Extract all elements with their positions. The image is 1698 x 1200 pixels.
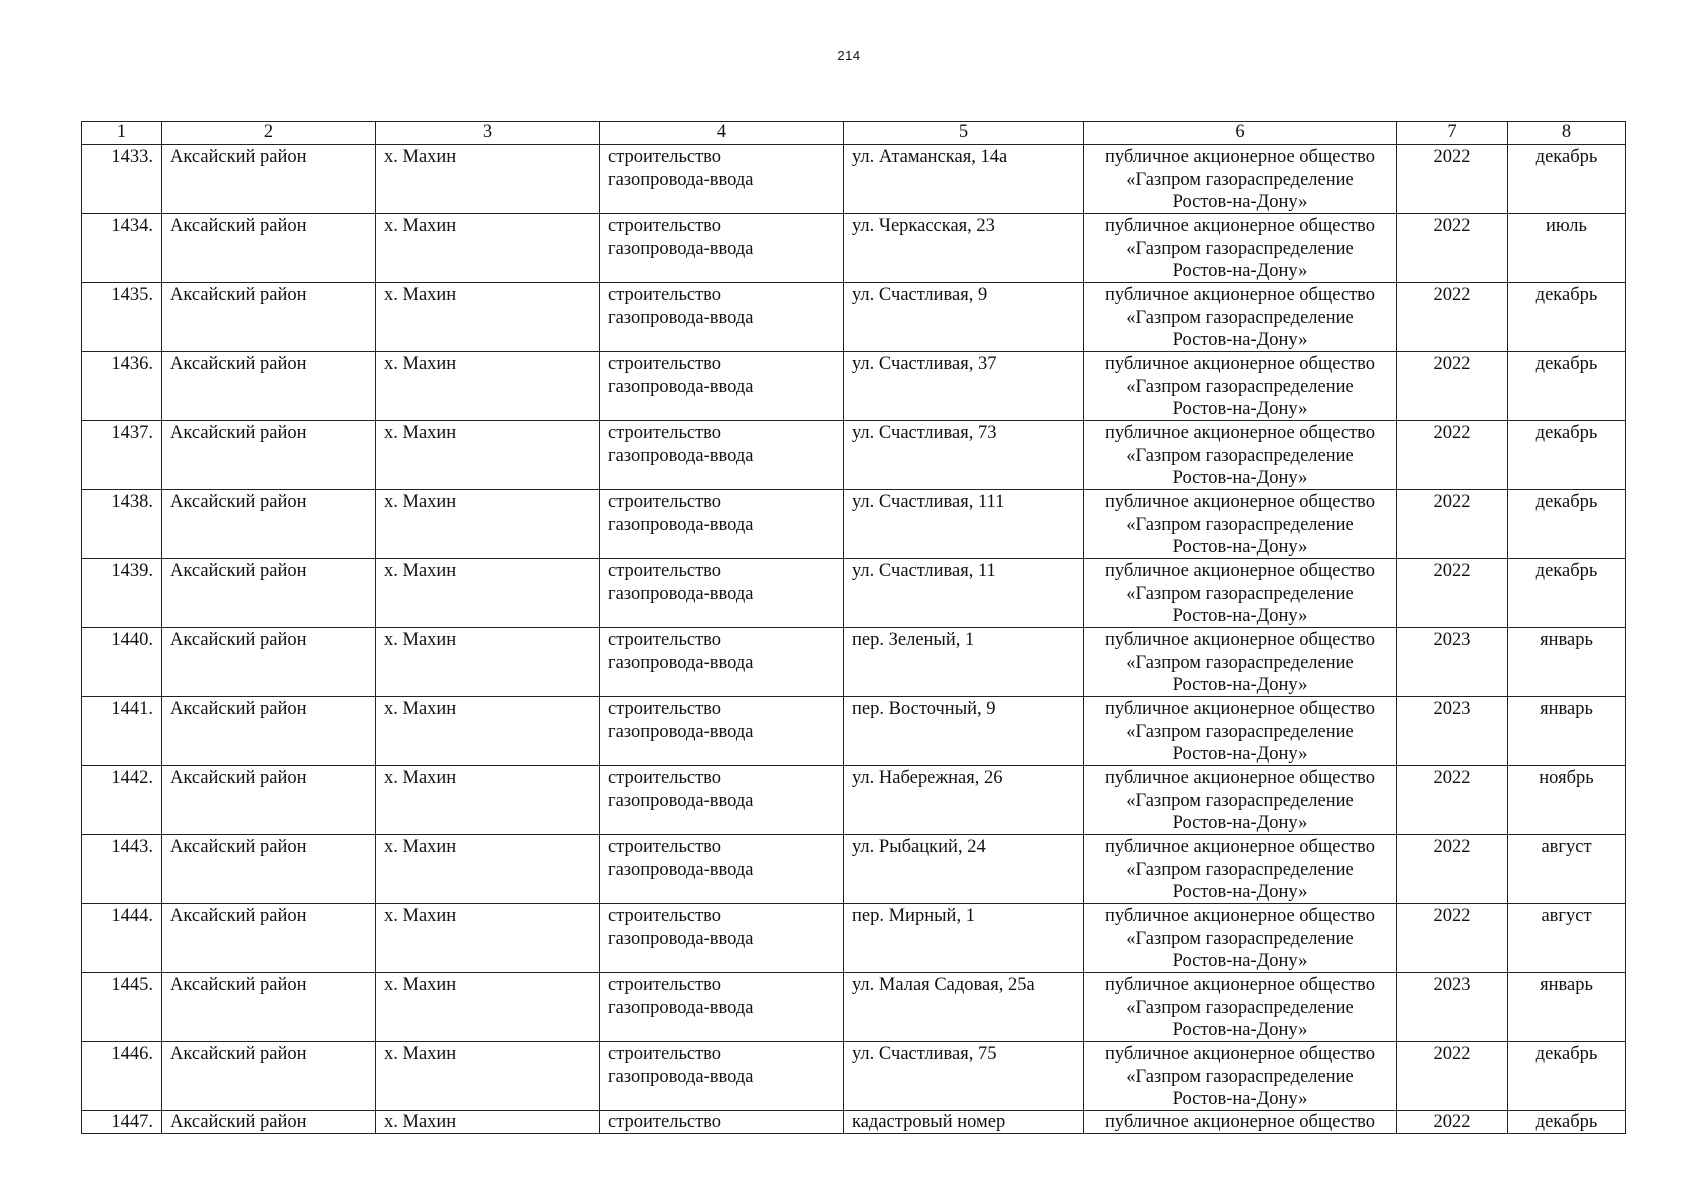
work-type-line: строительство (608, 216, 722, 236)
work-type-cell (600, 697, 844, 766)
organization-line: публичное акционерное общество (1104, 699, 1376, 719)
organization-line: «Газпром газораспределение (1126, 722, 1354, 742)
address-cell: пер. Зеленый, 1 (844, 628, 1084, 697)
address-cell: ул. Счастливая, 9 (844, 283, 1084, 352)
organization-cell (1084, 697, 1397, 766)
organization-line: Ростов-на-Дону» (1172, 1089, 1308, 1109)
month-cell: июль (1508, 214, 1626, 283)
district-cell: Аксайский район (162, 766, 376, 835)
work-type-line: газопровода-ввода (608, 653, 754, 673)
table-row (82, 283, 1626, 352)
organization-line: Ростов-на-Дону» (1172, 744, 1308, 764)
address-cell: пер. Восточный, 9 (844, 697, 1084, 766)
work-type-cell (600, 766, 844, 835)
row-number: 1436. (82, 352, 162, 421)
district-cell: Аксайский район (162, 421, 376, 490)
table-row (82, 697, 1626, 766)
year-cell: 2022 (1397, 904, 1508, 973)
settlement-cell: х. Махин (376, 283, 600, 352)
row-number: 1439. (82, 559, 162, 628)
gasification-table (81, 121, 1626, 1134)
work-type-line: строительство (608, 906, 722, 926)
organization-line: публичное акционерное общество (1104, 768, 1376, 788)
settlement-cell: х. Махин (376, 973, 600, 1042)
work-type-cell (600, 490, 844, 559)
month-cell: август (1508, 904, 1626, 973)
district-cell: Аксайский район (162, 214, 376, 283)
page-number: 214 (837, 48, 861, 63)
organization-line: «Газпром газораспределение (1126, 929, 1354, 949)
month-cell: январь (1508, 697, 1626, 766)
table-row (82, 421, 1626, 490)
district-cell: Аксайский район (162, 352, 376, 421)
organization-cell: публичное акционерное общество (1084, 1111, 1397, 1134)
organization-cell (1084, 559, 1397, 628)
work-type-cell (600, 214, 844, 283)
table-row (82, 1042, 1626, 1111)
settlement-cell: х. Махин (376, 628, 600, 697)
row-number: 1433. (82, 145, 162, 214)
organization-cell (1084, 145, 1397, 214)
organization-line: публичное акционерное общество (1104, 561, 1376, 581)
address-cell: ул. Атаманская, 14а (844, 145, 1084, 214)
organization-line: «Газпром газораспределение (1126, 653, 1354, 673)
column-number: 4 (600, 122, 844, 145)
work-type-line: газопровода-ввода (608, 998, 754, 1018)
work-type-cell (600, 628, 844, 697)
column-number: 3 (376, 122, 600, 145)
settlement-cell: х. Махин (376, 1111, 600, 1134)
month-cell: декабрь (1508, 352, 1626, 421)
address-cell: ул. Набережная, 26 (844, 766, 1084, 835)
work-type-cell (600, 904, 844, 973)
address-cell: ул. Счастливая, 73 (844, 421, 1084, 490)
row-number: 1442. (82, 766, 162, 835)
year-cell: 2022 (1397, 835, 1508, 904)
column-number-row (82, 122, 1626, 145)
month-cell: декабрь (1508, 559, 1626, 628)
organization-line: «Газпром газораспределение (1126, 998, 1354, 1018)
column-number: 8 (1508, 122, 1626, 145)
organization-line: «Газпром газораспределение (1126, 1067, 1354, 1087)
settlement-cell: х. Махин (376, 490, 600, 559)
table-row (82, 835, 1626, 904)
row-number: 1445. (82, 973, 162, 1042)
work-type-line: строительство (608, 975, 722, 995)
year-cell: 2022 (1397, 766, 1508, 835)
work-type-line: газопровода-ввода (608, 446, 754, 466)
organization-line: Ростов-на-Дону» (1172, 399, 1308, 419)
organization-cell (1084, 283, 1397, 352)
organization-cell (1084, 835, 1397, 904)
address-cell: ул. Счастливая, 37 (844, 352, 1084, 421)
organization-line: «Газпром газораспределение (1126, 860, 1354, 880)
district-cell: Аксайский район (162, 1042, 376, 1111)
organization-cell (1084, 421, 1397, 490)
table-row (82, 145, 1626, 214)
year-cell: 2023 (1397, 697, 1508, 766)
column-number: 2 (162, 122, 376, 145)
organization-line: публичное акционерное общество (1104, 285, 1376, 305)
year-cell: 2022 (1397, 421, 1508, 490)
organization-line: Ростов-на-Дону» (1172, 1020, 1308, 1040)
table-row (82, 904, 1626, 973)
settlement-cell: х. Махин (376, 559, 600, 628)
address-cell: кадастровый номер (844, 1111, 1084, 1134)
address-cell: ул. Счастливая, 11 (844, 559, 1084, 628)
row-number: 1434. (82, 214, 162, 283)
work-type-line: строительство (608, 423, 722, 443)
district-cell: Аксайский район (162, 904, 376, 973)
work-type-line: строительство (608, 492, 722, 512)
work-type-cell (600, 559, 844, 628)
column-number: 5 (844, 122, 1084, 145)
month-cell: январь (1508, 628, 1626, 697)
address-cell: ул. Счастливая, 111 (844, 490, 1084, 559)
work-type-cell (600, 352, 844, 421)
settlement-cell: х. Махин (376, 1042, 600, 1111)
table-row (82, 559, 1626, 628)
work-type-line: строительство (608, 837, 722, 857)
organization-cell (1084, 973, 1397, 1042)
organization-line: Ростов-на-Дону» (1172, 951, 1308, 971)
year-cell: 2022 (1397, 214, 1508, 283)
work-type-cell (600, 835, 844, 904)
district-cell: Аксайский район (162, 145, 376, 214)
year-cell: 2022 (1397, 1111, 1508, 1134)
work-type-line: газопровода-ввода (608, 584, 754, 604)
organization-line: публичное акционерное общество (1104, 906, 1376, 926)
organization-cell (1084, 490, 1397, 559)
work-type-cell (600, 973, 844, 1042)
organization-cell (1084, 214, 1397, 283)
row-number: 1440. (82, 628, 162, 697)
settlement-cell: х. Махин (376, 766, 600, 835)
organization-cell (1084, 352, 1397, 421)
column-number: 7 (1397, 122, 1508, 145)
month-cell: декабрь (1508, 1111, 1626, 1134)
month-cell: декабрь (1508, 421, 1626, 490)
work-type-line: строительство (608, 630, 722, 650)
work-type-line: строительство (608, 768, 722, 788)
work-type-line: строительство (608, 1044, 722, 1064)
organization-line: Ростов-на-Дону» (1172, 330, 1308, 350)
work-type-line: строительство (608, 285, 722, 305)
organization-line: «Газпром газораспределение (1126, 239, 1354, 259)
organization-line: публичное акционерное общество (1104, 423, 1376, 443)
district-cell: Аксайский район (162, 490, 376, 559)
work-type-line: строительство (608, 354, 722, 374)
organization-line: Ростов-на-Дону» (1172, 882, 1308, 902)
district-cell: Аксайский район (162, 628, 376, 697)
work-type-line: газопровода-ввода (608, 308, 754, 328)
table-row (82, 766, 1626, 835)
work-type-line: строительство (608, 147, 722, 167)
year-cell: 2023 (1397, 973, 1508, 1042)
column-number: 6 (1084, 122, 1397, 145)
district-cell: Аксайский район (162, 1111, 376, 1134)
organization-line: Ростов-на-Дону» (1172, 261, 1308, 281)
organization-line: «Газпром газораспределение (1126, 791, 1354, 811)
table-row (82, 490, 1626, 559)
row-number: 1437. (82, 421, 162, 490)
district-cell: Аксайский район (162, 559, 376, 628)
settlement-cell: х. Махин (376, 421, 600, 490)
settlement-cell: х. Махин (376, 214, 600, 283)
organization-line: публичное акционерное общество (1104, 975, 1376, 995)
organization-line: Ростов-на-Дону» (1172, 537, 1308, 557)
table-row (82, 214, 1626, 283)
address-cell: пер. Мирный, 1 (844, 904, 1084, 973)
table-row (82, 628, 1626, 697)
work-type-line: газопровода-ввода (608, 860, 754, 880)
settlement-cell: х. Махин (376, 835, 600, 904)
year-cell: 2022 (1397, 145, 1508, 214)
organization-line: Ростов-на-Дону» (1172, 675, 1308, 695)
organization-line: Ростов-на-Дону» (1172, 813, 1308, 833)
organization-line: публичное акционерное общество (1104, 492, 1376, 512)
organization-line: «Газпром газораспределение (1126, 377, 1354, 397)
organization-cell (1084, 904, 1397, 973)
work-type-line: газопровода-ввода (608, 377, 754, 397)
row-number: 1441. (82, 697, 162, 766)
column-number: 1 (82, 122, 162, 145)
organization-line: публичное акционерное общество (1104, 354, 1376, 374)
settlement-cell: х. Махин (376, 352, 600, 421)
row-number: 1444. (82, 904, 162, 973)
organization-line: Ростов-на-Дону» (1172, 606, 1308, 626)
address-cell: ул. Черкасская, 23 (844, 214, 1084, 283)
month-cell: декабрь (1508, 145, 1626, 214)
row-number: 1447. (82, 1111, 162, 1134)
work-type-line: газопровода-ввода (608, 722, 754, 742)
month-cell: август (1508, 835, 1626, 904)
year-cell: 2022 (1397, 283, 1508, 352)
settlement-cell: х. Махин (376, 697, 600, 766)
year-cell: 2022 (1397, 490, 1508, 559)
district-cell: Аксайский район (162, 973, 376, 1042)
organization-cell (1084, 766, 1397, 835)
year-cell: 2022 (1397, 1042, 1508, 1111)
row-number: 1446. (82, 1042, 162, 1111)
organization-line: «Газпром газораспределение (1126, 584, 1354, 604)
organization-line: «Газпром газораспределение (1126, 515, 1354, 535)
work-type-line: газопровода-ввода (608, 929, 754, 949)
organization-line: «Газпром газораспределение (1126, 308, 1354, 328)
address-cell: ул. Рыбацкий, 24 (844, 835, 1084, 904)
organization-line: публичное акционерное общество (1104, 837, 1376, 857)
row-number: 1435. (82, 283, 162, 352)
month-cell: ноябрь (1508, 766, 1626, 835)
work-type-line: газопровода-ввода (608, 1067, 754, 1087)
organization-cell (1084, 628, 1397, 697)
work-type-line: газопровода-ввода (608, 515, 754, 535)
district-cell: Аксайский район (162, 835, 376, 904)
work-type-line: газопровода-ввода (608, 170, 754, 190)
month-cell: декабрь (1508, 490, 1626, 559)
year-cell: 2022 (1397, 352, 1508, 421)
district-cell: Аксайский район (162, 697, 376, 766)
table-row (82, 1111, 1626, 1134)
year-cell: 2023 (1397, 628, 1508, 697)
organization-line: «Газпром газораспределение (1126, 170, 1354, 190)
district-cell: Аксайский район (162, 283, 376, 352)
year-cell: 2022 (1397, 559, 1508, 628)
row-number: 1443. (82, 835, 162, 904)
work-type-line: газопровода-ввода (608, 239, 754, 259)
work-type-cell (600, 421, 844, 490)
organization-line: Ростов-на-Дону» (1172, 192, 1308, 212)
work-type-line: строительство (608, 561, 722, 581)
organization-line: Ростов-на-Дону» (1172, 468, 1308, 488)
organization-line: публичное акционерное общество (1104, 147, 1376, 167)
work-type-cell (600, 283, 844, 352)
work-type-cell (600, 1042, 844, 1111)
work-type-line: газопровода-ввода (608, 791, 754, 811)
row-number: 1438. (82, 490, 162, 559)
address-cell: ул. Счастливая, 75 (844, 1042, 1084, 1111)
table-row (82, 352, 1626, 421)
work-type-cell: строительство (600, 1111, 844, 1134)
organization-line: публичное акционерное общество (1104, 216, 1376, 236)
table-body (82, 145, 1626, 1134)
month-cell: декабрь (1508, 283, 1626, 352)
work-type-line: строительство (608, 699, 722, 719)
address-cell: ул. Малая Садовая, 25а (844, 973, 1084, 1042)
organization-line: «Газпром газораспределение (1126, 446, 1354, 466)
work-type-cell (600, 145, 844, 214)
month-cell: январь (1508, 973, 1626, 1042)
organization-line: публичное акционерное общество (1104, 1044, 1376, 1064)
settlement-cell: х. Махин (376, 145, 600, 214)
organization-line: публичное акционерное общество (1104, 630, 1376, 650)
table-row (82, 973, 1626, 1042)
settlement-cell: х. Махин (376, 904, 600, 973)
month-cell: декабрь (1508, 1042, 1626, 1111)
organization-cell (1084, 1042, 1397, 1111)
